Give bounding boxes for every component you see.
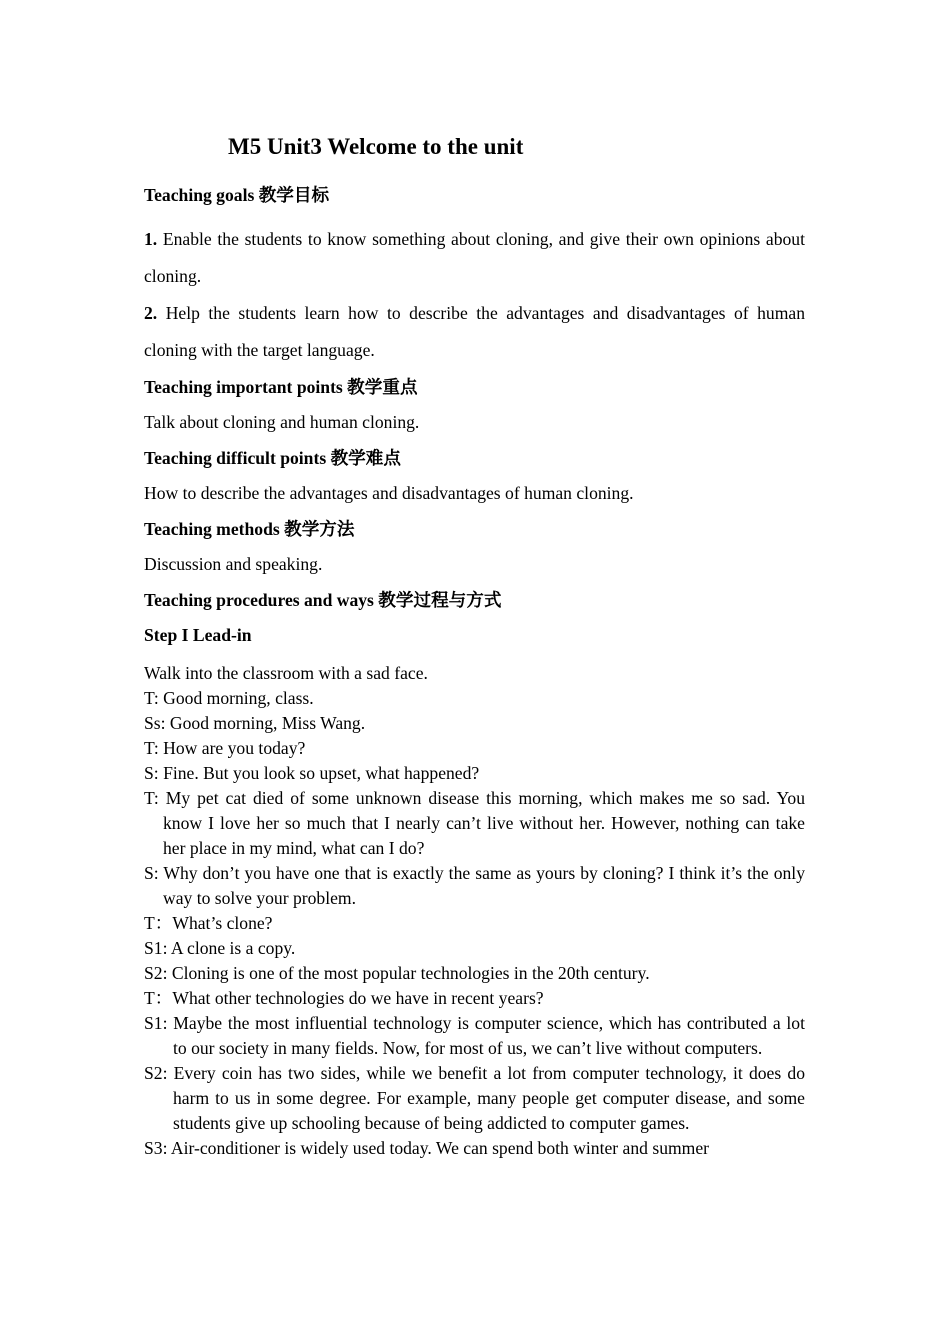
procedures-heading: Teaching procedures and ways 教学过程与方式 bbox=[144, 589, 502, 610]
dialogue-line: S2: Every coin has two sides, while we benefit a lot from computer technology, it does do harm to us in some degree. For example, many people get computer disease, and some students give up schooling because of being addicted to computer games. bbox=[144, 1062, 805, 1133]
goal-item-1-number: 1. bbox=[144, 228, 158, 249]
dialogue-line: Ss: Good morning, Miss Wang. bbox=[144, 712, 366, 733]
difficult-points-heading: Teaching difficult points 教学难点 bbox=[144, 447, 401, 468]
dialogue-line: T：What other technologies do we have in recent years? bbox=[144, 987, 544, 1008]
lead-in-dialogue bbox=[144, 661, 805, 1161]
document-body bbox=[144, 185, 805, 1161]
page-title: M5 Unit3 Welcome to the unit bbox=[228, 134, 524, 159]
important-points-text: Talk about cloning and human cloning. bbox=[144, 412, 420, 432]
goal-item-1-text: Enable the students to know something about cloning, and give their own opinions about cloning. bbox=[144, 228, 805, 286]
goal-item-2 bbox=[144, 295, 805, 369]
goal-item-1 bbox=[144, 221, 805, 295]
goal-item-2-text: Help the students learn how to describe the advantages and disadvantages of human cloning with the target language. bbox=[144, 302, 805, 360]
dialogue-line: Walk into the classroom with a sad face. bbox=[144, 662, 428, 683]
dialogue-line: S: Why don’t you have one that is exactly the same as yours by cloning? I think it’s the only way to solve your problem. bbox=[144, 862, 805, 908]
dialogue-line: S1: A clone is a copy. bbox=[144, 937, 296, 958]
dialogue-line: S3: Air-conditioner is widely used today. We can spend both winter and summer bbox=[144, 1137, 710, 1158]
methods-text: Discussion and speaking. bbox=[144, 554, 323, 574]
methods-heading: Teaching methods 教学方法 bbox=[144, 518, 355, 539]
dialogue-line: S2: Cloning is one of the most popular technologies in the 20th century. bbox=[144, 962, 650, 983]
dialogue-line: T: My pet cat died of some unknown disease this morning, which makes me so sad. You know I love her so much that I nearly can’t live without her. However, nothing can take her place in my mind, what can I do? bbox=[144, 787, 805, 858]
dialogue-line: T: Good morning, class. bbox=[144, 687, 314, 708]
important-points-heading: Teaching important points 教学重点 bbox=[144, 376, 418, 397]
goal-item-2-number: 2. bbox=[144, 302, 158, 323]
teaching-goals-heading: Teaching goals 教学目标 bbox=[144, 185, 330, 205]
dialogue-line: T: How are you today? bbox=[144, 737, 306, 758]
dialogue-line: S: Fine. But you look so upset, what happened? bbox=[144, 762, 480, 783]
dialogue-line: T：What’s clone? bbox=[144, 912, 273, 933]
dialogue-line: S1: Maybe the most influential technology is computer science, which has contributed a lot to our society in many fields. Now, for most of us, we can’t live without computers. bbox=[144, 1012, 805, 1058]
step1-heading: Step I Lead-in bbox=[144, 625, 252, 645]
difficult-points-text: How to describe the advantages and disadvantages of human cloning. bbox=[144, 483, 634, 503]
